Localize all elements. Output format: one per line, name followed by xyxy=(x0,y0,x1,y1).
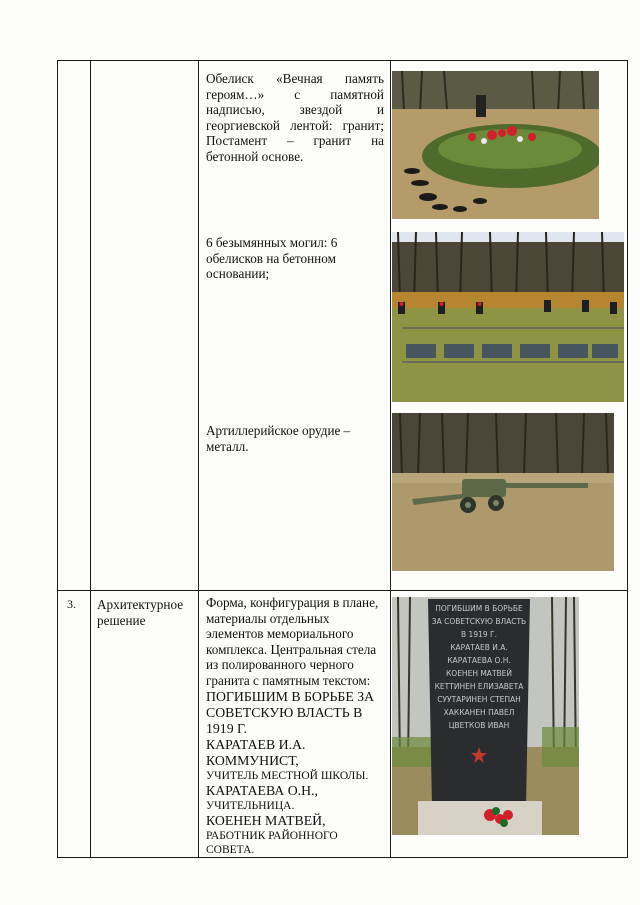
stele-photo xyxy=(392,597,579,835)
inscription-heading: ПОГИБШИМ В БОРЬБЕ ЗА СОВЕТСКУЮ ВЛАСТЬ В 1919 Г. xyxy=(206,688,375,736)
stele-engraved-line: КАРАТАЕВ И.А. xyxy=(450,643,508,652)
inscription-role: УЧИТЕЛЬНИЦА. xyxy=(206,799,295,812)
row-title-cell xyxy=(91,61,199,591)
stele-engraved-line: ЗА СОВЕТСКУЮ ВЛАСТЬ xyxy=(431,617,527,626)
description-cell xyxy=(199,591,391,858)
inscription-name: КАРАТАЕВА О.Н., xyxy=(206,782,318,798)
description-cell xyxy=(199,61,391,591)
artillery-gun-photo xyxy=(392,413,614,571)
obelisk-grave-photo xyxy=(392,71,599,219)
stele-engraved-line: ХАККАНЕН ПАВЕЛ xyxy=(443,708,515,717)
stele-engraved-line: СУУТАРИНЕН СТЕПАН xyxy=(437,695,521,704)
inscription-role: УЧИТЕЛЬ МЕСТНОЙ ШКОЛЫ. xyxy=(206,769,369,782)
graves-description: 6 безымянных могил: 6 обелисков на бетонном основании; xyxy=(206,235,338,282)
stele-engraved-line: В 1919 Г. xyxy=(461,630,497,639)
architecture-description xyxy=(199,591,390,857)
inscription-role: РАБОТНИК РАЙОННОГО СОВЕТА. xyxy=(206,829,338,856)
stele-engraved-line: КЕТТИНЕН ЕЛИЗАВЕТА xyxy=(434,682,524,691)
stele-engraved-line: КАРАТАЕВА О.Н. xyxy=(447,656,511,665)
artillery-description: Артиллерийское орудие – металл. xyxy=(206,423,351,454)
inscription-name: КАРАТАЕВ И.А. КОММУНИСТ, xyxy=(206,736,306,768)
stele-engraved-line: ПОГИБШИМ В БОРЬБЕ xyxy=(435,604,523,613)
nameless-graves-photo xyxy=(392,232,624,402)
row-number-cell: 3. xyxy=(58,591,91,858)
row-number-cell xyxy=(58,61,91,591)
row-title-cell: Архитектурное решение xyxy=(91,591,199,858)
stele-engraved-line: КОЕНЕН МАТВЕЙ xyxy=(445,669,513,678)
inscription-name: КОЕНЕН МАТВЕЙ, xyxy=(206,812,326,828)
obelisk-description: Обелиск «Вечная память героям…» с памятной надписью, звездой и георгиевской лентой: гранит; Постамент – гранит на бетонной основе. xyxy=(206,71,384,164)
architecture-intro: Форма, конфигурация в плане, материалы отдельных элементов мемориального комплекса. Центральная стела из полированного черного гранита с памятным текстом: xyxy=(206,595,379,688)
stele-engraved-line: ЦВЕТКОВ ИВАН xyxy=(448,721,510,730)
